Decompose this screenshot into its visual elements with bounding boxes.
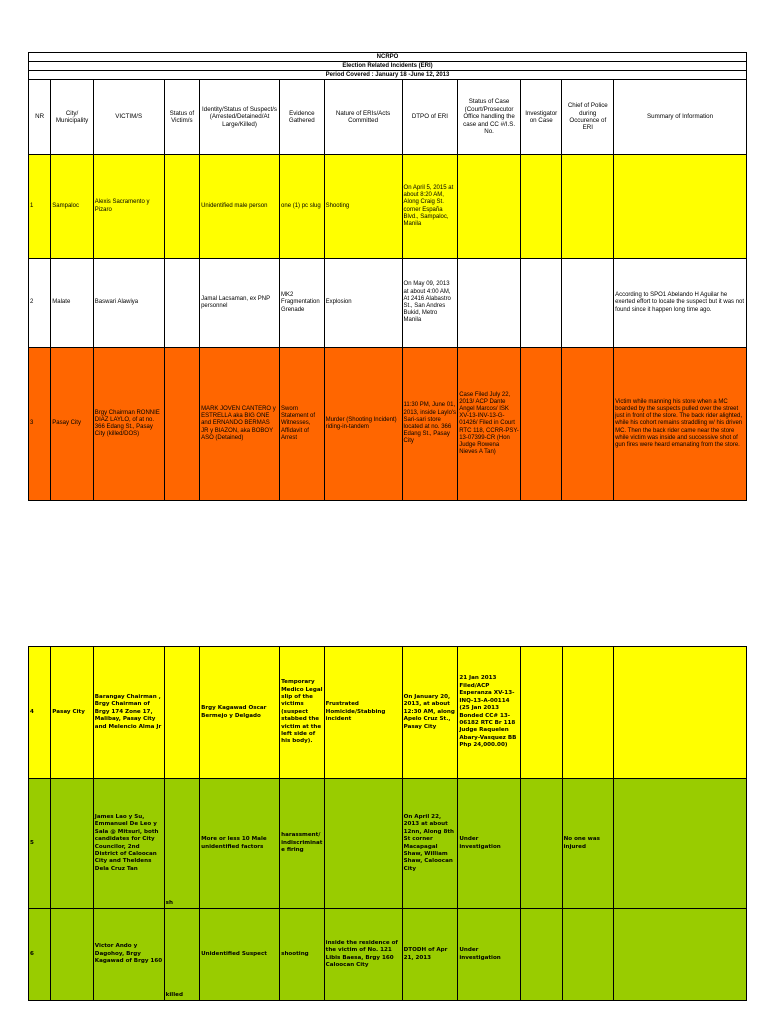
cell-evidence: MK2 Fragmentation Grenade: [280, 259, 325, 348]
table-row: [29, 909, 747, 1001]
cell-nature: Shooting: [324, 155, 402, 259]
cell-victim: Victor Ando y Dagohoy, Brgy Kagawad of Brgy 160: [93, 909, 164, 1001]
eri-table-bottom: [28, 646, 747, 1001]
cell-victim: Baswari Alawiya: [93, 259, 164, 348]
col-nature: Nature of ERIs/Acts Committed: [324, 80, 402, 155]
cell-victim: Brgy Chairman RONNIE DIAZ LAYLO, of at no. 366 Edang St., Pasay City (killed/DOS): [93, 348, 164, 501]
cell-victim: Barangay Chairman , Brgy Chairman of Brgy 174 Zone 17, Malibay, Pasay City and Melencio Alma Jr: [93, 647, 164, 779]
cell-summary: According to SPO1 Abelando H Aguilar he exerted effort to locate the suspect but it was not found since it happen long time ago.: [614, 259, 747, 348]
cell-evidence: Temporary Medico Legal slip of the victims (suspect stabbed the victim at the left side of his body).: [280, 647, 325, 779]
cell-nr: 5: [29, 779, 51, 909]
cell-nr: 2: [29, 259, 51, 348]
cell-evidence: shooting: [280, 909, 325, 1001]
cell-summary: [614, 909, 747, 1001]
col-chief: Chief of Police during Occurence of ERI: [562, 80, 614, 155]
table-row: [29, 348, 747, 501]
cell-city: Sampaloc: [51, 155, 94, 259]
col-investigator: Investigator on Case: [520, 80, 562, 155]
col-dtpo: DTPO of ERI: [402, 80, 458, 155]
cell-status-victim: sh: [164, 779, 199, 909]
cell-chief: [562, 155, 614, 259]
cell-summary: [614, 155, 747, 259]
table-row: [29, 259, 747, 348]
col-evidence: Evidence Gathered: [280, 80, 325, 155]
cell-status-victim: [164, 348, 199, 501]
cell-nature: Frustrated Homicide/Stabbing incident: [324, 647, 402, 779]
cell-city: [51, 779, 94, 909]
cell-case-status: 21 Jan 2013 Filed/ACP Esperanza XV-13-INQ-13-A-00114 (25 Jan 2013 Bonded CC# 13-06182 RTC Br 118 Judge Raquelen Abary-Vasquez BB Php 24,000.00): [458, 647, 521, 779]
cell-case-status: Under investigation: [458, 779, 521, 909]
cell-investigator: [521, 909, 563, 1001]
cell-summary: Victim while manning his store when a MC boarded by the suspects pulled over the street just in front of the store. The back rider alighted, while his cohort remains straddling w/ his driven MC. Then the back rider came near the store while victim was inside and successive shot of gun fires were heard emanating from the store.: [614, 348, 747, 501]
table-row: [29, 155, 747, 259]
col-status-victim: Status of Victim/s: [164, 80, 199, 155]
col-summary: Summary of Information: [614, 80, 747, 155]
cell-nr: 6: [29, 909, 51, 1001]
cell-investigator: [521, 779, 563, 909]
report-period: Period Covered : January 18 -June 12, 2013: [29, 71, 747, 80]
cell-dtpo: On May 09, 2013 at about 4:00 AM, At 2416 Alabastro St., San Andres Bukid, Metro Manila: [402, 259, 458, 348]
report-title: Election Related Incidents (ERI): [29, 62, 747, 71]
cell-nature: inside the residence of the victim of No. 121 Libis Baesa, Brgy 160 Caloocan City: [324, 909, 402, 1001]
cell-city: Malate: [51, 259, 94, 348]
eri-table-top: [28, 52, 747, 501]
cell-investigator: [520, 155, 562, 259]
col-nr: NR: [29, 80, 51, 155]
cell-dtpo: DTODH of Apr 21, 2013: [402, 909, 458, 1001]
table-row: [29, 779, 747, 909]
cell-dtpo: 11:30 PM, June 01, 2013, inside Laylo's Sari-sari store located at no. 366 Edang St., Pasay City: [402, 348, 458, 501]
cell-dtpo: On April 22, 2013 at about 12nn, Along 8th St corner Macapagal Shaw, William Shaw, Caloocan City: [402, 779, 458, 909]
cell-status-victim: [164, 647, 199, 779]
cell-nr: 1: [29, 155, 51, 259]
cell-summary: [614, 779, 747, 909]
table-row: [29, 647, 747, 779]
cell-city: [51, 909, 94, 1001]
cell-case-status: [458, 155, 521, 259]
cell-investigator: [520, 259, 562, 348]
cell-nature: Explosion: [324, 259, 402, 348]
cell-nr: 4: [29, 647, 51, 779]
col-victim: VICTIM/S: [93, 80, 164, 155]
cell-suspect: Unidentified Suspect: [200, 909, 280, 1001]
cell-nr: 3: [29, 348, 51, 501]
cell-chief: [562, 259, 614, 348]
cell-victim: Alexis Sacramento y Pizaro: [93, 155, 164, 259]
cell-city: Pasay City: [51, 348, 94, 501]
col-city: City/ Municipality: [51, 80, 94, 155]
cell-suspect: Jamal Lacsaman, ex PNP personnel: [200, 259, 280, 348]
cell-investigator: [520, 348, 562, 501]
cell-chief: [562, 348, 614, 501]
cell-case-status: Case Filed July 22, 2013/ ACP Dante Angel Marcos/ ISK XV-13-INV-13-G-01426/ Filed in Court RTC 118, CCRR-PSY-13-07399-CR (Hon Judge Rowena Nieves A Tan): [458, 348, 521, 501]
cell-suspect: Unidentified male person: [200, 155, 280, 259]
header-row: [29, 80, 747, 155]
cell-status-victim: [164, 259, 199, 348]
cell-dtpo: On April 5, 2015 at about 8:20 AM, Along Craig St. corner España Blvd., Sampaloc, Manila: [402, 155, 458, 259]
cell-nature: [324, 779, 402, 909]
col-suspect: Identity/Status of Suspect/s (Arrested/Detained/At Large/Killed): [200, 80, 280, 155]
report-office: NCRPO: [29, 53, 747, 62]
cell-chief: No one was injured: [562, 779, 614, 909]
cell-chief: [562, 909, 614, 1001]
cell-case-status: [458, 259, 521, 348]
cell-status-victim: [164, 155, 199, 259]
cell-victim: James Lao y Su, Emmanuel De Leo y Sala @ Mitsuri, both candidates for City Councilor, 2nd District of Caloocan City and Theldens Dela Cruz Tan: [93, 779, 164, 909]
cell-case-status: Under investigation: [458, 909, 521, 1001]
cell-chief: [562, 647, 614, 779]
cell-evidence: one (1) pc slug: [280, 155, 325, 259]
cell-evidence: Sworn Statement of Witnesses, Affidavit of Arrest: [280, 348, 325, 501]
cell-suspect: MARK JOVEN CANTERO y ESTRELLA aka BIG ONE and ERNANDO BERMAS JR y BIAZON, aka BOBOY ASO (Detained): [200, 348, 280, 501]
cell-dtpo: On January 20, 2013, at about 12:30 AM, along Apelo Cruz St., Pasay City: [402, 647, 458, 779]
cell-nature: Murder (Shooting Incident) riding-in-tandem: [324, 348, 402, 501]
cell-suspect: More or less 10 Male unidentified factors: [200, 779, 280, 909]
cell-summary: [614, 647, 747, 779]
cell-city: Pasay City: [51, 647, 94, 779]
cell-investigator: [521, 647, 563, 779]
cell-status-victim: killed: [164, 909, 199, 1001]
cell-evidence: harassment/ indiscriminate firing: [280, 779, 325, 909]
col-case-status: Status of Case (Court/Prosecutor Office handling the case and CC #/I.S. No.: [458, 80, 521, 155]
cell-suspect: Brgy Kagawad Oscar Bermejo y Delgado: [200, 647, 280, 779]
